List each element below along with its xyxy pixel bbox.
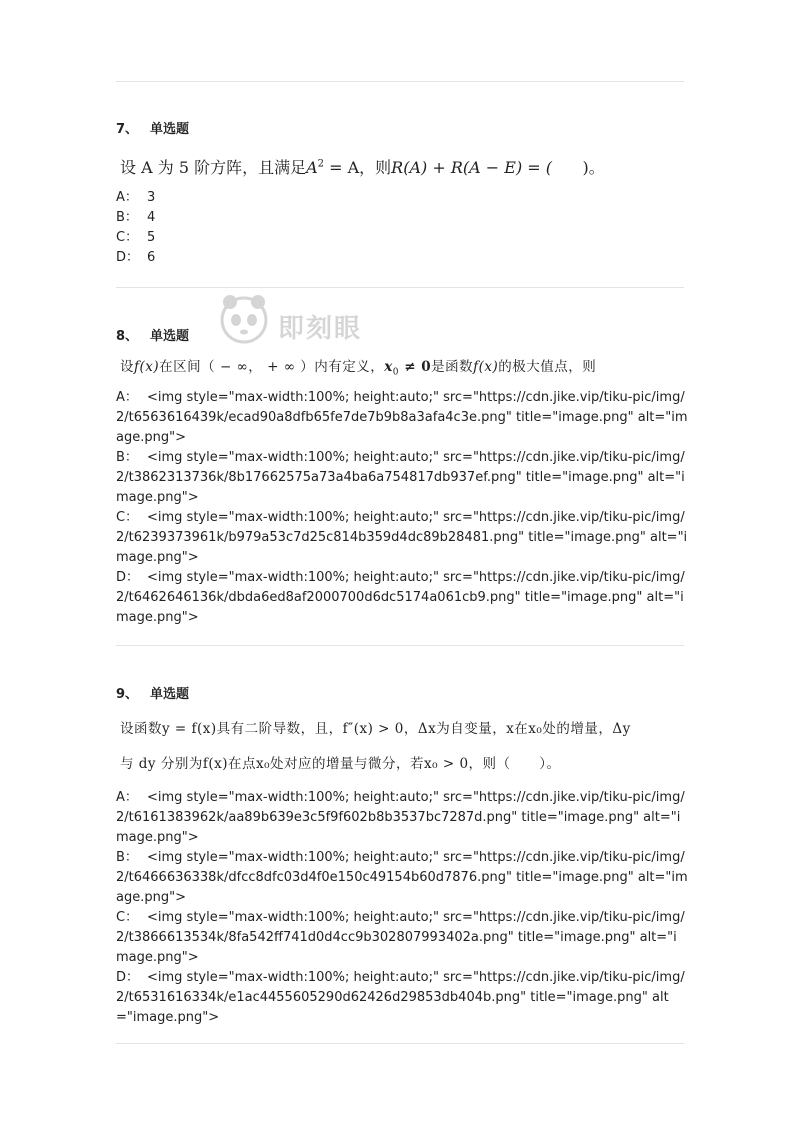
q8-stem-neq: ≠ 0 — [399, 359, 432, 375]
option-text: <img style="max-width:100%; height:auto;" src="https://cdn.jike.vip/tiku-pic/img/2/t6531616334k/e1ac4455605290d62426d29853db404b.png" title="image.png" alt="image.png"> — [116, 970, 685, 1025]
q8-stem-x: x — [384, 359, 393, 375]
q8-options — [116, 388, 688, 628]
divider-q7-q8 — [116, 287, 684, 288]
q9-option-d[interactable] — [116, 968, 688, 1028]
q8-stem-sub: 0 — [392, 367, 400, 378]
q7-stem-eq: = A，则 — [324, 158, 392, 177]
q8-option-d[interactable] — [116, 568, 688, 628]
q8-header — [116, 325, 189, 344]
option-text: 4 — [147, 210, 156, 225]
option-label: B： — [116, 850, 138, 865]
option-text: <img style="max-width:100%; height:auto;" src="https://cdn.jike.vip/tiku-pic/img/2/t6466636338k/dfcc8dfc03d4f0e150c49154b60d7876.png" title="image.png" alt="image.png"> — [116, 850, 688, 905]
option-text: <img style="max-width:100%; height:auto;" src="https://cdn.jike.vip/tiku-pic/img/2/t6462646136k/dbda6ed8af2000700d6dc5174a061cb9.png" title="image.png" alt="image.png"> — [116, 570, 685, 625]
q7-option-a[interactable] — [116, 188, 688, 208]
option-text: <img style="max-width:100%; height:auto;" src="https://cdn.jike.vip/tiku-pic/img/2/t3866613534k/8fa542ff741d0d4cc9b302807993402a.png" title="image.png" alt="image.png"> — [116, 910, 685, 965]
q7-stem-text: 设 A 为 5 阶方阵，且满足 — [120, 158, 307, 177]
option-label: A： — [116, 790, 138, 805]
q8-option-a[interactable] — [116, 388, 688, 448]
q7-option-b[interactable] — [116, 208, 688, 228]
option-label: D： — [116, 250, 140, 265]
q8-stem-fx: f(x) — [134, 359, 160, 375]
q9-option-c[interactable] — [116, 908, 688, 968]
option-text: 3 — [147, 190, 156, 205]
divider-top — [116, 81, 684, 82]
q7-option-c[interactable] — [116, 228, 688, 248]
q8-stem-fx2: f(x) — [473, 359, 499, 375]
option-label: C： — [116, 230, 139, 245]
q7-stem-end: )。 — [552, 158, 605, 177]
option-label: C： — [116, 510, 139, 525]
q7-type: 单选题 — [150, 122, 190, 137]
option-text: <img style="max-width:100%; height:auto;" src="https://cdn.jike.vip/tiku-pic/img/2/t6239373961k/b979a53c7d25c814b359d4dc89b28481.png" title="image.png" alt="image.png"> — [116, 510, 688, 565]
divider-bottom — [116, 1043, 684, 1044]
q8-stem-is: 是函数 — [431, 359, 474, 375]
q8-stem-interval: 在区间（ − ∞， + ∞ ）内有定义， — [159, 359, 385, 375]
q7-header — [116, 118, 189, 137]
q7-stem-a: A — [306, 158, 318, 177]
q8-stem — [120, 355, 596, 378]
q8-option-c[interactable] — [116, 508, 688, 568]
q8-stem-end: 的极大值点，则 — [498, 359, 597, 375]
q9-number: 9、 — [116, 687, 139, 702]
option-label: B： — [116, 450, 138, 465]
divider-q8-q9 — [116, 645, 684, 646]
q9-header — [116, 683, 189, 702]
option-text: 6 — [147, 250, 156, 265]
q7-number: 7、 — [116, 122, 139, 137]
option-label: D： — [116, 970, 140, 985]
q7-stem-exp: 2 — [317, 158, 325, 170]
option-text: <img style="max-width:100%; height:auto;" src="https://cdn.jike.vip/tiku-pic/img/2/t3862313736k/8b17662575a73a4ba6a754817db937ef.png" title="image.png" alt="image.png"> — [116, 450, 685, 505]
q7-stem — [120, 155, 605, 178]
q8-type: 单选题 — [150, 329, 190, 344]
option-label: A： — [116, 390, 138, 405]
q7-stem-rank: R(A) + R(A − E) = ( — [391, 158, 552, 177]
option-text: 5 — [147, 230, 156, 245]
option-text: <img style="max-width:100%; height:auto;" src="https://cdn.jike.vip/tiku-pic/img/2/t6563616439k/ecad90a8dfb65fe7de7b9b8a3afa4c3e.png" title="image.png" alt="image.png"> — [116, 390, 688, 445]
q9-type: 单选题 — [150, 687, 190, 702]
option-text: <img style="max-width:100%; height:auto;" src="https://cdn.jike.vip/tiku-pic/img/2/t6161383962k/aa89b639e3c5f9f602b8b3537bc7287d.png" title="image.png" alt="image.png"> — [116, 790, 685, 845]
q9-option-a[interactable] — [116, 788, 688, 848]
q8-number: 8、 — [116, 329, 139, 344]
option-label: D： — [116, 570, 140, 585]
q7-options — [116, 188, 688, 268]
q8-option-b[interactable] — [116, 448, 688, 508]
option-label: B： — [116, 210, 138, 225]
watermark-text: 即刻眼 — [278, 314, 363, 344]
q9-stem-line1: 设函数y = f(x)具有二阶导数，且，f″(x) > 0，Δx为自变量，x在x₀处的增量，Δy — [120, 721, 631, 737]
q8-stem-a: 设 — [120, 359, 134, 375]
q9-stem-line2: 与 dy 分别为f(x)在点x₀处对应的增量与微分，若x₀ > 0，则（ ）。 — [120, 756, 561, 772]
option-label: C： — [116, 910, 139, 925]
q9-option-b[interactable] — [116, 848, 688, 908]
q7-option-d[interactable] — [116, 248, 688, 268]
q9-options — [116, 788, 688, 1028]
option-label: A： — [116, 190, 138, 205]
